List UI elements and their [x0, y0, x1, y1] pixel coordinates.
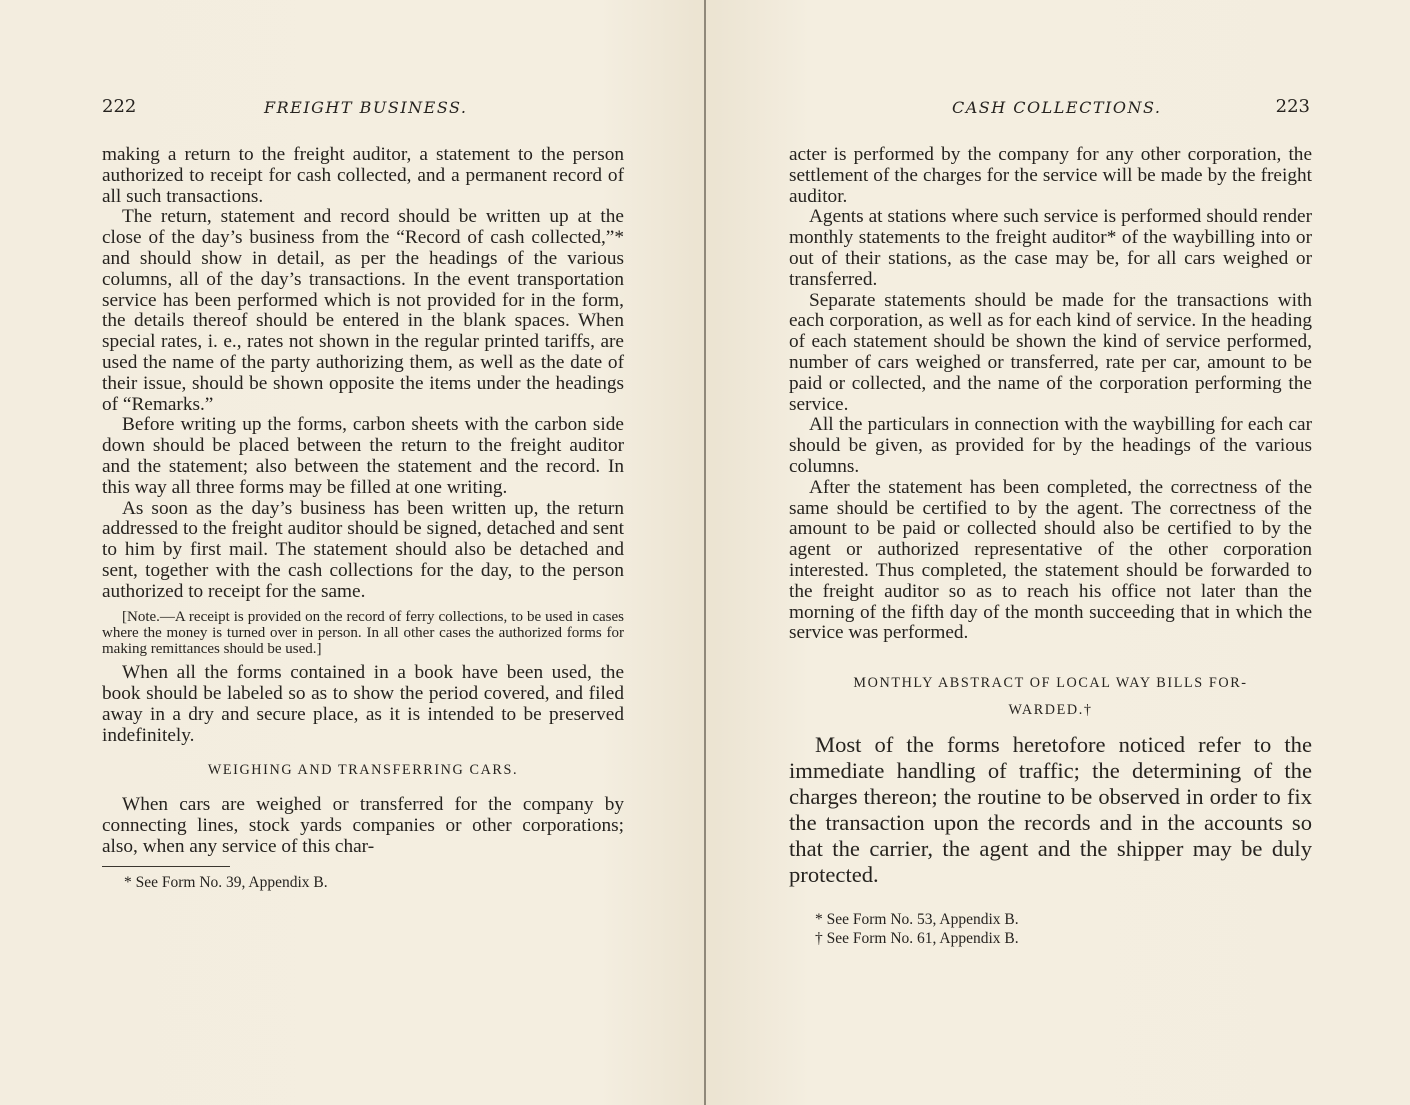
- section-heading-line: MONTHLY ABSTRACT OF LOCAL WAY BILLS FOR-: [853, 675, 1248, 692]
- footnote: * See Form No. 39, Appendix B.: [124, 873, 328, 891]
- paragraph: acter is performed by the company for any other corporation, the settlement of the charges for the service will be made by the freight auditor.: [789, 144, 1312, 207]
- paragraph: Most of the forms heretofore noticed refer to the immediate handling of traffic; the determining of the charges thereon; the routine to be observed in order to fix the transaction upon the records and in the accounts so that the carrier, the agent and the shipper may be duly protected.: [789, 732, 1312, 888]
- left-page-body: [102, 145, 624, 892]
- footnote: * See Form No. 53, Appendix B.: [815, 911, 1019, 929]
- page-number: 223: [1275, 96, 1310, 117]
- right-page-body: [789, 145, 1312, 948]
- section-heading: [789, 670, 1312, 724]
- paragraph: making a return to the freight auditor, a statement to the person authorized to receipt for cash collected, and a permanent record of all such transactions.: [102, 144, 624, 207]
- paragraph: After the statement has been completed, the correctness of the same should be certified to by the agent. The correctness of the amount to be paid or collected should also be certified to by the agent or authorized representative of the other corporation interested. Thus completed, the statement should be forwarded to the freight auditor so as to reach his office not later than the morning of the fifth day of the month succeeding that in which the service was performed.: [789, 476, 1312, 644]
- footnotes: [789, 910, 1312, 948]
- paragraph: Agents at stations where such service is performed should render monthly statements to the freight auditor* of the waybilling into or out of their stations, as the case may be, for all cars weighed or transferred.: [789, 206, 1312, 290]
- right-page-header: [785, 96, 1310, 122]
- paragraph: Before writing up the forms, carbon sheets with the carbon side down should be placed between the return to the freight auditor and the statement; also between the statement and the record. In this way all three forms may be filled at one writing.: [102, 414, 624, 498]
- section-heading-line: WARDED.†: [1008, 702, 1093, 719]
- note: [Note.—A receipt is provided on the record of ferry collections, to be used in cases where the money is turned over in person. In all other cases the authorized forms for making remittances should be used.]: [102, 608, 624, 657]
- page-number: 222: [102, 96, 137, 117]
- running-head: CASH COLLECTIONS.: [952, 98, 1162, 117]
- paragraph: Separate statements should be made for the transactions with each corporation, as well as for each kind of service. In the heading of each statement should be shown the kind of service performed, number of cars weighed or transferred, rate per car, amount to be paid or collected, and the name of the corporation performing the service.: [789, 289, 1312, 415]
- paragraph: When cars are weighed or transferred for the company by connecting lines, stock yards companies or other corporations; also, when any service of this char-: [102, 794, 624, 857]
- left-page-header: [102, 96, 624, 122]
- section-heading: WEIGHING AND TRANSFERRING CARS.: [207, 762, 519, 779]
- running-head: FREIGHT BUSINESS.: [264, 98, 468, 117]
- footnote-rule: [102, 866, 230, 867]
- paragraph: When all the forms contained in a book have been used, the book should be labeled so as to show the period covered, and filed away in a dry and secure place, as it is intended to be preserved indefinitely.: [102, 662, 624, 746]
- paragraph: The return, statement and record should be written up at the close of the day’s business from the “Record of cash collected,”* and should show in detail, as per the headings of the various columns, all of the day’s transactions. In the event transportation service has been performed which is not provided for in the form, the details thereof should be entered in the blank spaces. When special rates, i. e., rates not shown in the regular printed tariffs, are used the name of the party authorizing them, as well as the date of their issue, should be shown opposite the items under the headings of “Remarks.”: [102, 206, 624, 415]
- paragraph: All the particulars in connection with the waybilling for each car should be given, as provided for by the headings of the various columns.: [789, 414, 1312, 477]
- footnote: † See Form No. 61, Appendix B.: [815, 930, 1019, 948]
- book-gutter: [704, 0, 706, 1105]
- right-page: [705, 0, 1410, 1105]
- paragraph: As soon as the day’s business has been written up, the return addressed to the freight auditor should be signed, detached and sent to him by first mail. The statement should also be detached and sent, together with the cash collections for the day, to the person authorized to receipt for the same.: [102, 497, 624, 602]
